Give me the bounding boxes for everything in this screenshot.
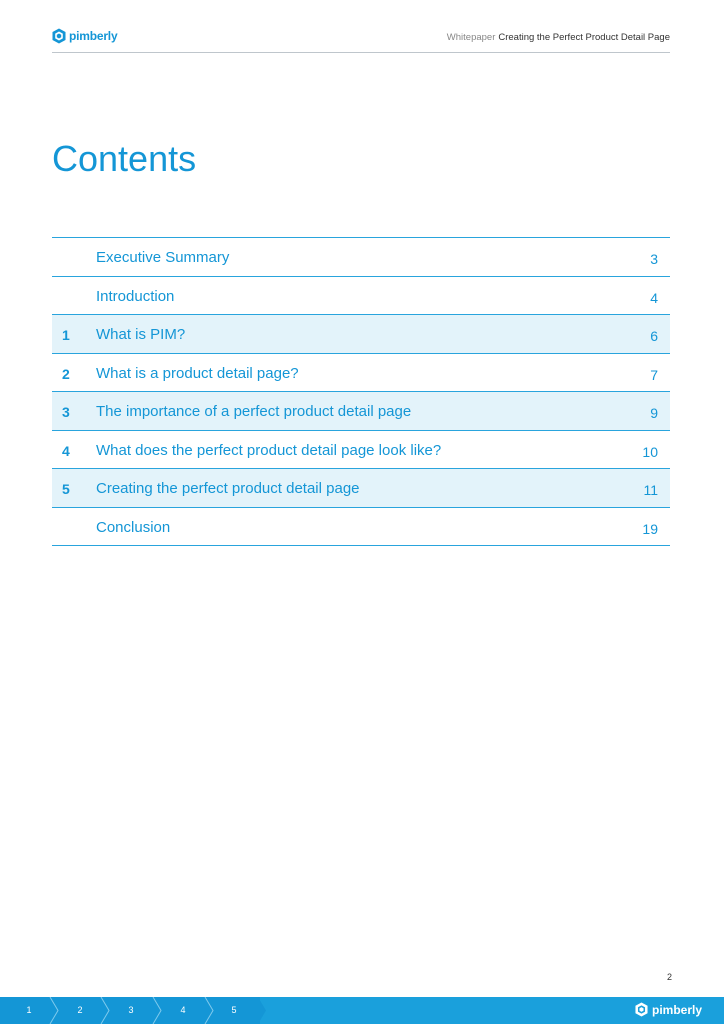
toc-page-number: 4	[650, 289, 658, 306]
section-nav-item-1[interactable]: 1	[26, 1005, 32, 1015]
toc-page-number: 10	[642, 443, 658, 460]
section-nav-item-2[interactable]: 2	[77, 1005, 83, 1015]
toc-entry-title: What is PIM?	[96, 326, 186, 343]
page-number: 2	[666, 972, 672, 982]
document-label: Whitepaper	[446, 32, 496, 43]
toc-row[interactable]	[52, 354, 670, 393]
toc-page-number: 7	[650, 366, 658, 383]
toc-row[interactable]	[52, 431, 670, 470]
toc-section-number: 3	[62, 404, 70, 420]
table-of-contents	[52, 237, 670, 546]
brand-name: pimberly	[69, 29, 118, 43]
page-title: Contents	[52, 138, 197, 179]
toc-entry-title: Introduction	[96, 287, 175, 305]
pimberly-hexagon-logo-icon	[635, 1002, 648, 1017]
toc-row[interactable]	[52, 238, 670, 277]
footer-brand-name: pimberly	[651, 1002, 702, 1017]
toc-entry-title: Creating the perfect product detail page	[96, 480, 360, 497]
pimberly-hexagon-logo-icon	[52, 28, 66, 44]
toc-section-number: 4	[62, 442, 70, 459]
footer-logo	[635, 1002, 702, 1017]
toc-entry-title: Conclusion	[96, 518, 171, 536]
toc-entry-title: What is a product detail page?	[96, 364, 299, 382]
section-nav-item-3[interactable]: 3	[128, 1005, 134, 1015]
toc-row[interactable]	[52, 277, 670, 316]
toc-row[interactable]	[52, 508, 670, 547]
footer-bar	[0, 997, 724, 1024]
toc-entry-title: What does the perfect product detail page look like?	[96, 441, 442, 459]
toc-page-number: 9	[650, 405, 658, 421]
toc-section-number: 2	[62, 365, 70, 382]
pimberly-logo	[52, 28, 117, 44]
document-title	[447, 32, 670, 43]
toc-entry-title: The importance of a perfect product detail page	[96, 403, 412, 420]
toc-section-number: 5	[62, 481, 70, 497]
toc-page-number: 11	[643, 482, 658, 498]
document-title-text: Creating the Perfect Product Detail Page	[498, 32, 670, 43]
toc-row[interactable]	[52, 315, 670, 354]
toc-page-number: 19	[642, 520, 658, 537]
toc-row[interactable]	[52, 469, 670, 508]
section-nav-item-5[interactable]: 5	[231, 1005, 237, 1015]
toc-entry-title: Executive Summary	[96, 249, 230, 266]
page-header	[52, 26, 670, 53]
toc-page-number: 3	[650, 251, 658, 267]
toc-page-number: 6	[650, 328, 658, 344]
toc-row[interactable]	[52, 392, 670, 431]
section-nav-item-4[interactable]: 4	[180, 1005, 186, 1015]
toc-section-number: 1	[62, 327, 70, 343]
section-nav	[0, 997, 270, 1024]
